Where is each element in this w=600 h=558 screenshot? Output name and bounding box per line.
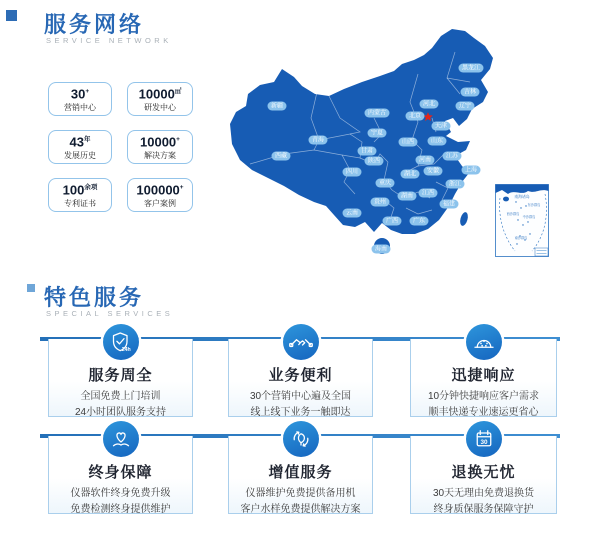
province-label: 云南 xyxy=(342,209,361,218)
stat-value: 100 xyxy=(62,182,85,198)
stat-label: 专利证书 xyxy=(64,199,96,209)
icon-badge-text: 24h xyxy=(121,347,131,353)
south-china-sea-inset xyxy=(496,185,549,257)
province-label: 河南 xyxy=(415,156,434,165)
stat-label: 发展历史 xyxy=(64,151,96,161)
heart-care-icon xyxy=(103,421,139,457)
province-label: 辽宁 xyxy=(455,102,474,111)
network-section-subtitle: SERVICE NETWORK xyxy=(46,36,172,45)
stat-suffix: 余项 xyxy=(84,183,98,191)
province-label: 湖北 xyxy=(400,170,419,179)
handshake-icon xyxy=(283,324,319,360)
stat-label: 解决方案 xyxy=(144,151,176,161)
province-label: 吉林 xyxy=(460,88,479,97)
province-label: 黑龙江 xyxy=(458,64,483,73)
stat-suffix: + xyxy=(85,87,90,95)
shield-24h-icon xyxy=(103,324,139,360)
province-label: 天津 xyxy=(431,122,450,131)
rapid-response-icon xyxy=(466,324,502,360)
card-line: 客户水样免费提供解决方案 xyxy=(240,504,361,515)
card-title: 服务周全 xyxy=(88,367,153,384)
card-title: 迅捷响应 xyxy=(451,367,516,384)
province-label: 海南 xyxy=(371,245,390,254)
service-row-2 xyxy=(40,434,560,515)
calendar-30-icon xyxy=(466,421,502,457)
stat-label: 客户案例 xyxy=(144,199,176,209)
card-title: 增值服务 xyxy=(268,464,333,481)
island-label: 中沙群岛 xyxy=(522,215,536,219)
inset-title: 南海诸岛 xyxy=(514,195,530,199)
card-line: 免费检测终身提供维护 xyxy=(70,504,171,515)
stat-patents xyxy=(48,178,112,212)
province-label: 江西 xyxy=(418,189,437,198)
card-line: 终身质保服务保障守护 xyxy=(433,504,534,515)
province-label: 山西 xyxy=(398,138,417,147)
stat-solutions xyxy=(127,130,193,164)
taiwan-island xyxy=(459,211,469,226)
card-line: 30天无理由免费退换货 xyxy=(432,488,535,499)
province-label: 甘肃 xyxy=(357,147,376,156)
stat-rd-center xyxy=(127,82,193,116)
icon-badge-text: 30 xyxy=(479,438,488,446)
service-card-comprehensive xyxy=(48,339,193,417)
stat-value: 43 xyxy=(69,134,84,150)
card-line: 30个营销中心遍及全国 xyxy=(249,391,352,402)
service-row-1 xyxy=(40,337,560,418)
stat-label: 营销中心 xyxy=(64,103,96,113)
stat-value: 10000 xyxy=(138,86,175,102)
card-line: 线上线下业务一触即达 xyxy=(250,407,351,418)
service-card-rapid-response xyxy=(410,339,557,417)
province-label: 浙江 xyxy=(445,180,464,189)
card-line: 10分钟快捷响应客户需求 xyxy=(427,391,540,402)
card-line: 仪器维护免费提供备用机 xyxy=(245,488,356,499)
province-label: 江苏 xyxy=(442,152,461,161)
leaf-recycle-icon xyxy=(283,421,319,457)
island-label: 东沙群岛 xyxy=(527,203,541,207)
province-label: 青海 xyxy=(308,136,327,145)
service-card-easy-returns xyxy=(410,436,557,514)
province-label: 西藏 xyxy=(271,152,290,161)
province-label: 宁夏 xyxy=(367,129,386,138)
card-title: 业务便利 xyxy=(268,367,333,384)
card-title: 终身保障 xyxy=(88,464,153,481)
stat-value: 100000 xyxy=(136,182,180,198)
section-square-decoration xyxy=(6,10,17,21)
province-label: 广西 xyxy=(382,217,401,226)
card-line: 顺丰快递专业速运更省心 xyxy=(428,407,539,418)
province-label: 新疆 xyxy=(267,102,286,111)
card-line: 仪器软件终身免费升级 xyxy=(70,488,171,499)
province-label: 河北 xyxy=(419,100,438,109)
stat-history-years xyxy=(48,130,112,164)
card-title: 退换无忧 xyxy=(451,464,516,481)
province-label: 四川 xyxy=(342,168,361,177)
province-label: 上海 xyxy=(461,166,480,175)
island-label: 西沙群岛 xyxy=(506,212,520,216)
stat-customer-cases xyxy=(127,178,193,212)
province-label: 贵州 xyxy=(370,198,389,207)
china-map-svg xyxy=(222,22,552,268)
service-card-value-added xyxy=(228,436,373,514)
province-label: 北京 xyxy=(405,112,424,121)
stat-value: 30 xyxy=(70,86,86,102)
province-label: 广东 xyxy=(409,217,428,226)
stat-suffix: 年 xyxy=(83,135,91,143)
service-card-lifetime-guarantee xyxy=(48,436,193,514)
service-card-convenience xyxy=(228,339,373,417)
province-label: 安徽 xyxy=(423,167,442,176)
network-section-title: 服务网络 xyxy=(44,12,145,37)
province-label: 福建 xyxy=(439,200,458,209)
province-label: 内蒙古 xyxy=(364,109,389,118)
card-line: 24小时团队服务支持 xyxy=(74,407,167,418)
card-line: 全国免费上门培训 xyxy=(80,391,161,402)
stat-suffix: + xyxy=(176,135,180,143)
stat-suffix: ㎡ xyxy=(174,87,182,95)
services-section-title: 特色服务 xyxy=(44,285,145,310)
province-label: 重庆 xyxy=(375,179,394,188)
stat-suffix: + xyxy=(179,183,184,191)
province-label: 山东 xyxy=(427,137,446,146)
province-label: 湖南 xyxy=(397,192,416,201)
province-label: 陕西 xyxy=(364,157,383,166)
services-section-subtitle: SPECIAL SERVICES xyxy=(46,309,174,318)
island-label: 南沙群岛 xyxy=(514,236,528,240)
network-stats xyxy=(48,82,193,212)
stat-label: 研发中心 xyxy=(144,103,176,113)
stat-value: 10000 xyxy=(140,134,177,150)
section-square-decoration xyxy=(27,284,35,292)
stat-marketing-centers xyxy=(48,82,112,116)
china-map xyxy=(222,22,552,268)
